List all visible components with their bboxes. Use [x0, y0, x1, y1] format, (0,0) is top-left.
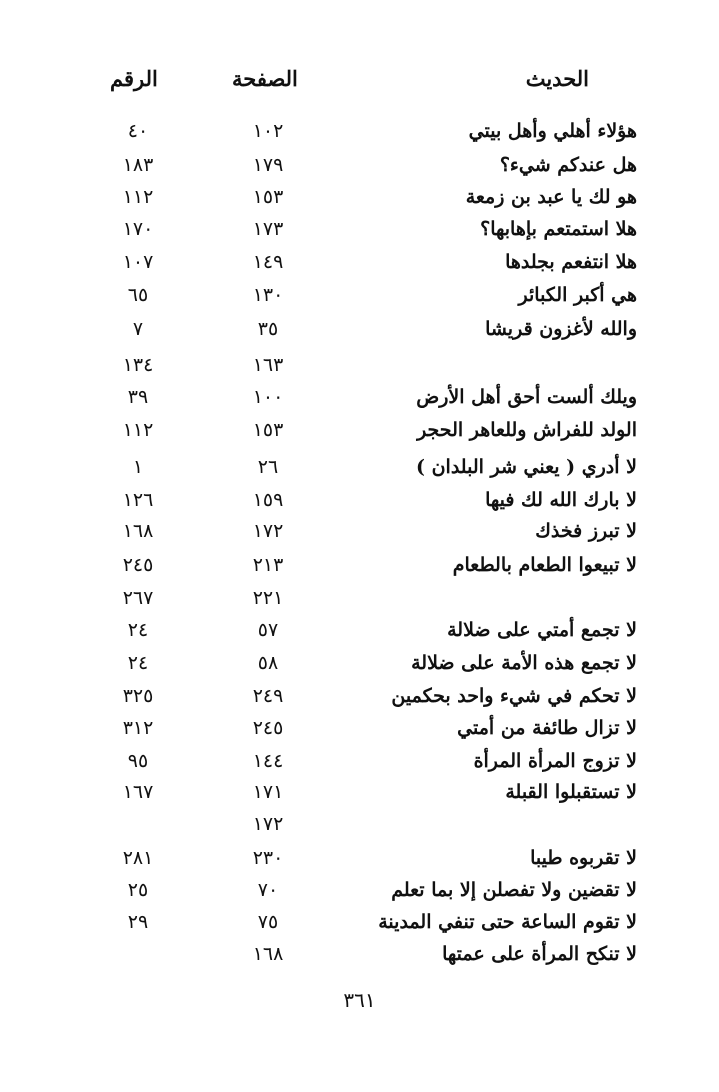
hadith-number: ٣٩	[127, 386, 149, 408]
page-number: ٣٦١	[343, 988, 376, 1012]
page-ref: ٢٦	[257, 456, 279, 478]
hadith-number: ٦٥	[127, 284, 149, 306]
hadith-text: لا أدري ( يعني شر البلدان )	[415, 456, 637, 478]
page-ref: ١٤٤	[252, 750, 284, 772]
hadith-text: لا تقضين ولا تفصلن إلا بما تعلم	[391, 879, 637, 901]
hadith-number: ٤٠	[127, 120, 149, 142]
hadith-text: لا تستقبلوا القبلة	[505, 781, 637, 803]
page-ref: ٣٥	[257, 318, 279, 340]
hadith-number: ١٣٤	[122, 354, 154, 376]
table-row	[0, 746, 719, 776]
table-row	[0, 516, 719, 546]
hadith-number: ٧	[132, 318, 144, 340]
hadith-text: لا بارك الله لك فيها	[485, 489, 637, 511]
table-row	[0, 713, 719, 743]
table-row	[0, 777, 719, 807]
table-row	[0, 681, 719, 711]
hadith-text: هؤلاء أهلي وأهل بيتي	[468, 120, 637, 142]
hadith-number: ٢٤	[127, 619, 149, 641]
hadith-number: ١	[132, 456, 144, 478]
hadith-text: لا تحكم في شيء واحد بحكمين	[391, 685, 637, 707]
table-row	[0, 350, 719, 380]
hadith-number: ٩٥	[127, 750, 149, 772]
page-ref: ٢٢١	[252, 587, 284, 609]
page-ref: ١٦٨	[252, 943, 284, 965]
table-row	[0, 550, 719, 580]
hadith-text: لا تنكح المرأة على عمتها	[442, 943, 637, 965]
hadith-number: ١٢٦	[122, 489, 154, 511]
hadith-text: لا تبرز فخذك	[535, 520, 637, 542]
hadith-number: ٢٥	[127, 879, 149, 901]
page-ref: ٢٤٥	[252, 717, 284, 739]
table-row	[0, 280, 719, 310]
hadith-text: لا تقوم الساعة حتى تنفي المدينة	[378, 911, 637, 933]
hadith-number: ٣١٢	[122, 717, 154, 739]
hadith-number: ٣٢٥	[122, 685, 154, 707]
page-ref: ١٣٠	[252, 284, 284, 306]
hadith-number: ٢٦٧	[122, 587, 154, 609]
hadith-number: ١٦٧	[122, 781, 154, 803]
table-row	[0, 648, 719, 678]
page-ref: ٧٥	[257, 911, 279, 933]
hadith-text: هل عندكم شيء؟	[499, 154, 637, 176]
page-ref: ٥٧	[257, 619, 279, 641]
table-row	[0, 875, 719, 905]
page-ref: ١٥٩	[252, 489, 284, 511]
hadith-text: ويلك ألست أحق أهل الأرض	[416, 386, 637, 408]
hadith-number: ١١٢	[122, 186, 154, 208]
hadith-text: والله لأغزون قريشا	[485, 318, 637, 340]
header-page: الصفحة	[232, 66, 298, 91]
table-row	[0, 247, 719, 277]
hadith-text: لا تجمع أمتي على ضلالة	[447, 619, 637, 641]
hadith-number: ٢٨١	[122, 847, 154, 869]
page-ref: ١٠٢	[252, 120, 284, 142]
hadith-text: هلا استمتعم بإهابها؟	[480, 218, 637, 240]
table-row	[0, 907, 719, 937]
hadith-number: ١٦٨	[122, 520, 154, 542]
hadith-text: لا تزال طائفة من أمتي	[457, 717, 637, 739]
table-row	[0, 214, 719, 244]
table-row	[0, 615, 719, 645]
page-ref: ١٧٣	[252, 218, 284, 240]
hadith-number: ٢٩	[127, 911, 149, 933]
page-ref: ١٧٩	[252, 154, 284, 176]
table-row	[0, 116, 719, 146]
page-ref: ١٧٢	[252, 813, 284, 835]
hadith-text: هي أكبر الكبائر	[518, 284, 637, 306]
page-ref: ٢٤٩	[252, 685, 284, 707]
page-ref: ١٧١	[252, 781, 284, 803]
hadith-text: هو لك يا عبد بن زمعة	[465, 186, 637, 208]
table-row	[0, 182, 719, 212]
page-ref: ١٠٠	[252, 386, 284, 408]
hadith-text: لا تزوج المرأة المرأة	[473, 750, 637, 772]
hadith-number: ١٧٠	[122, 218, 154, 240]
table-row	[0, 809, 719, 839]
table-row	[0, 843, 719, 873]
hadith-number: ١٨٣	[122, 154, 154, 176]
hadith-text: لا تجمع هذه الأمة على ضلالة	[411, 652, 637, 674]
page-ref: ٥٨	[257, 652, 279, 674]
hadith-text: هلا انتفعم بجلدها	[505, 251, 637, 273]
table-row	[0, 382, 719, 412]
page-ref: ٧٠	[257, 879, 279, 901]
hadith-number: ٢٤٥	[122, 554, 154, 576]
page-ref: ١٤٩	[252, 251, 284, 273]
table-row	[0, 314, 719, 344]
table-row	[0, 583, 719, 613]
table-row	[0, 415, 719, 445]
header-hadith: الحديث	[525, 66, 589, 91]
hadith-number: ١١٢	[122, 419, 154, 441]
header-number: الرقم	[110, 66, 158, 91]
table-row	[0, 452, 719, 482]
hadith-text: لا تقربوه طيبا	[530, 847, 637, 869]
table-row	[0, 485, 719, 515]
hadith-text: لا تبيعوا الطعام بالطعام	[452, 554, 637, 576]
hadith-number: ١٠٧	[122, 251, 154, 273]
page-ref: ١٥٣	[252, 419, 284, 441]
page-ref: ٢١٣	[252, 554, 284, 576]
page-ref: ١٧٢	[252, 520, 284, 542]
page-ref: ١٥٣	[252, 186, 284, 208]
page-ref: ١٦٣	[252, 354, 284, 376]
hadith-number: ٢٤	[127, 652, 149, 674]
page-ref: ٢٣٠	[252, 847, 284, 869]
table-row	[0, 150, 719, 180]
table-row	[0, 939, 719, 969]
hadith-text: الولد للفراش وللعاهر الحجر	[417, 419, 637, 441]
